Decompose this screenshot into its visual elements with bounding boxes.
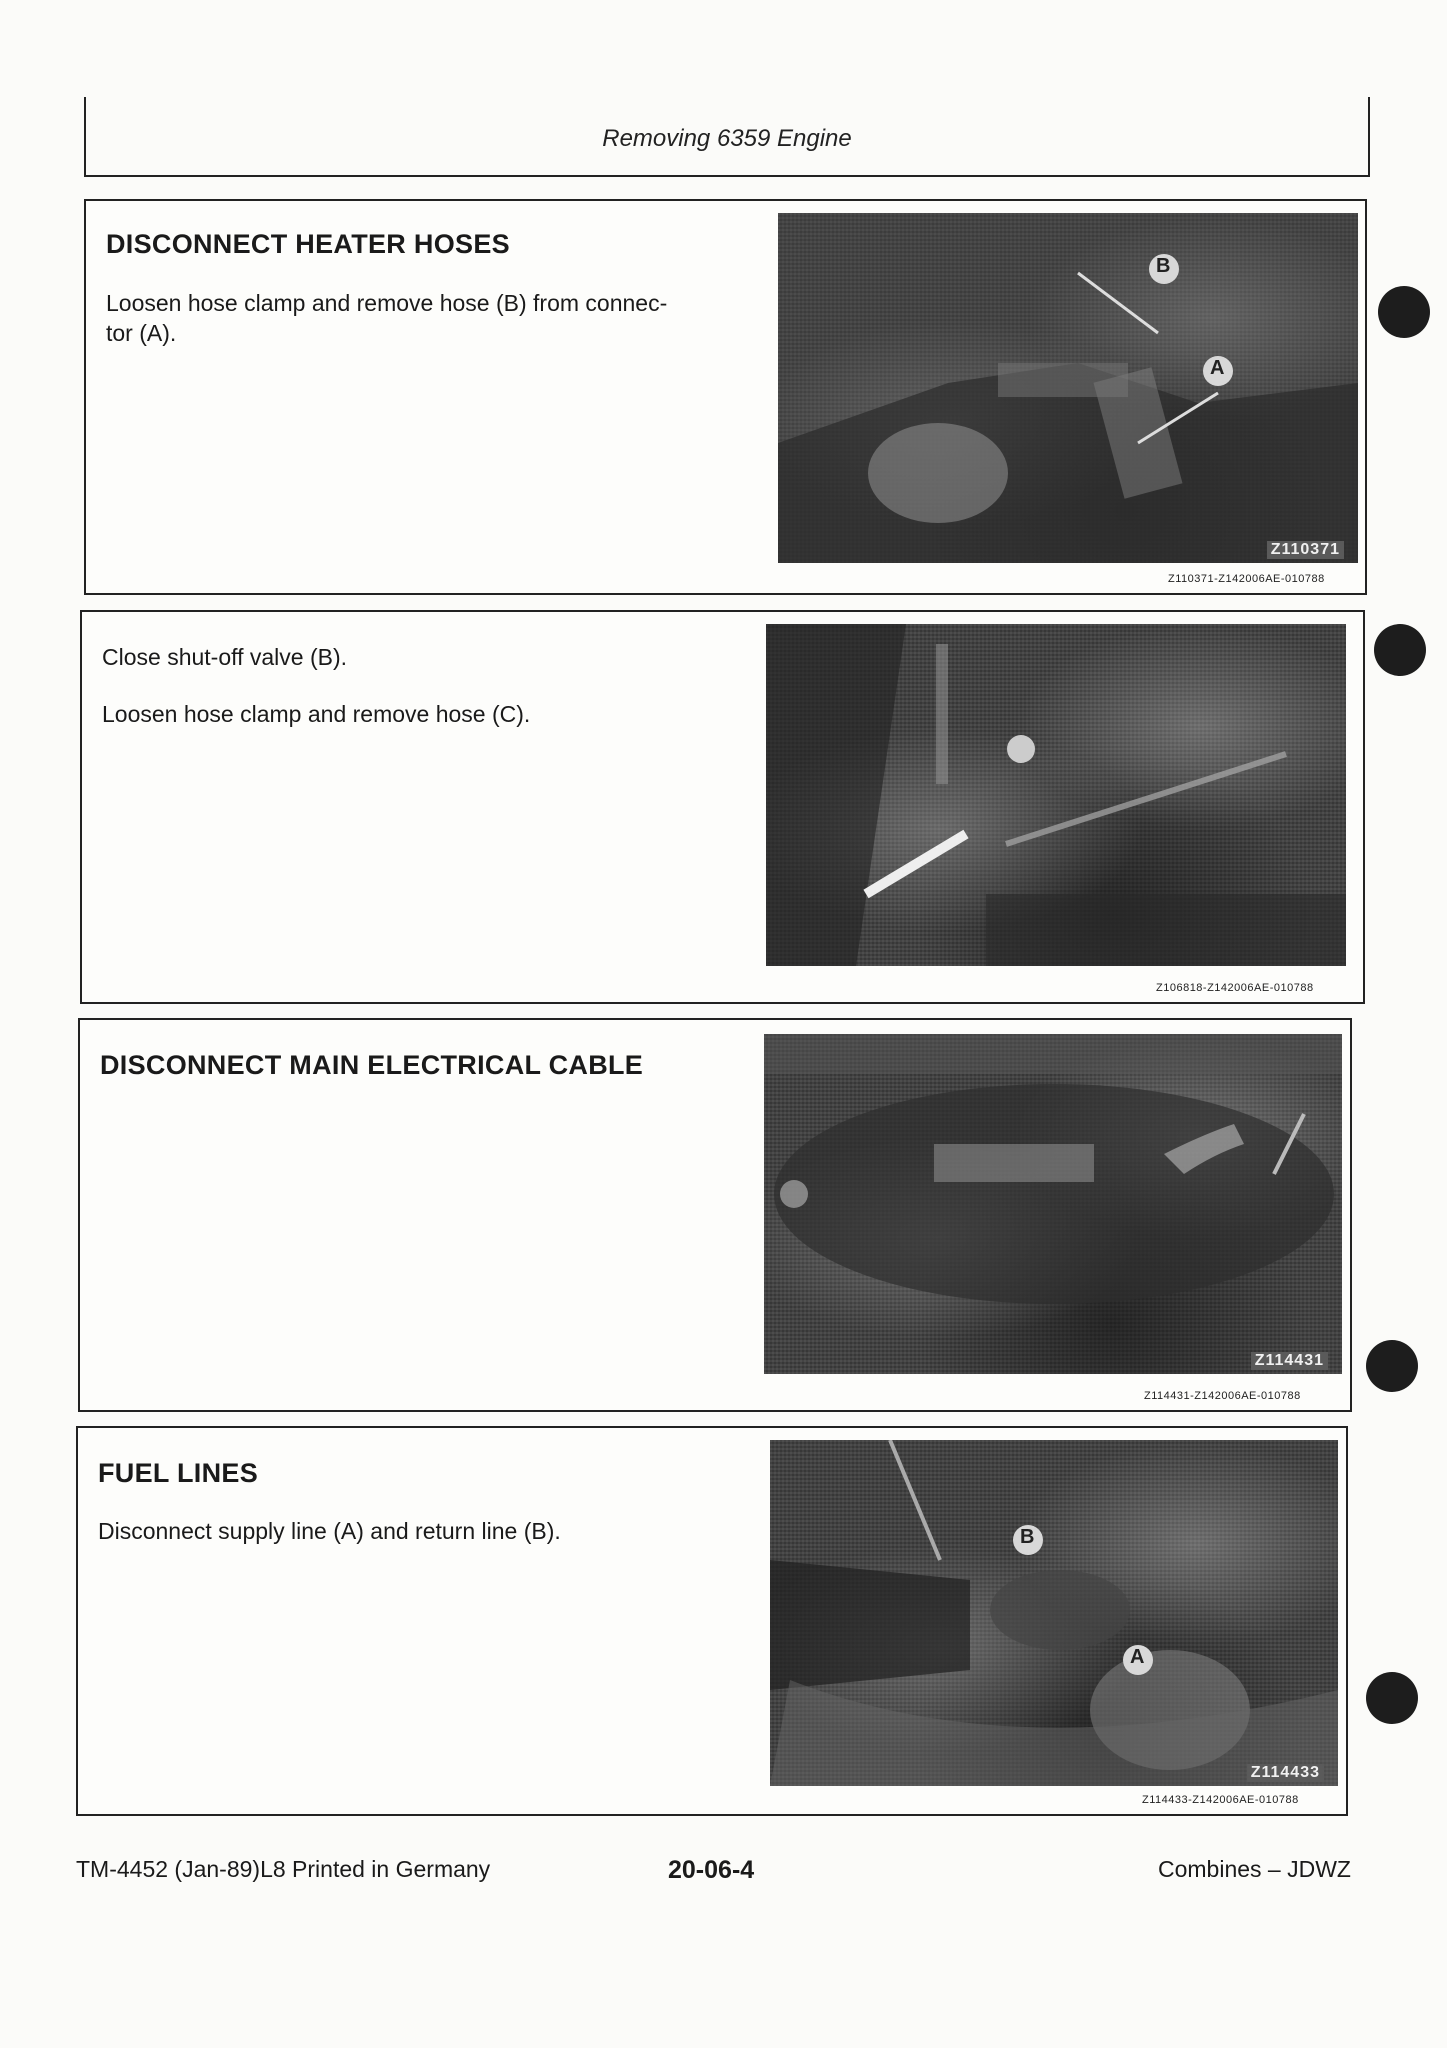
callout-a: A xyxy=(1210,357,1225,379)
section-heading: FUEL LINES xyxy=(98,1458,259,1488)
photo-code: Z110371 xyxy=(1267,541,1344,559)
instruction-line: tor (A). xyxy=(106,320,177,346)
section-heading: DISCONNECT HEATER HOSES xyxy=(106,229,510,259)
photo-caption: Z106818-Z142006AE-010788 xyxy=(1156,982,1314,994)
binder-hole xyxy=(1366,1340,1418,1392)
instruction-text xyxy=(106,288,706,348)
callout-b: B xyxy=(1020,1526,1035,1548)
instruction-text xyxy=(98,1516,698,1546)
callout-a: A xyxy=(1130,1646,1145,1668)
instruction-line: Close shut-off valve (B). xyxy=(102,644,348,670)
instruction-text xyxy=(102,642,702,729)
fuel-lines-photo xyxy=(770,1440,1338,1786)
binder-hole xyxy=(1374,624,1426,676)
photo-detail xyxy=(764,1034,1342,1374)
instruction-line: Loosen hose clamp and remove hose (B) from connec- xyxy=(106,290,668,316)
photo-code: Z114431 xyxy=(1251,1352,1328,1370)
photo-detail xyxy=(770,1440,1338,1786)
section-heading: DISCONNECT MAIN ELECTRICAL CABLE xyxy=(100,1050,644,1080)
heater-hose-photo xyxy=(778,213,1358,563)
binder-hole xyxy=(1378,286,1430,338)
section-shutoff-valve xyxy=(80,610,1365,1004)
callout-b: B xyxy=(1156,255,1171,277)
photo-code: Z114433 xyxy=(1247,1764,1324,1782)
footer-manual-id: TM-4452 (Jan-89)L8 Printed in Germany xyxy=(76,1856,491,1882)
section-fuel-lines xyxy=(76,1426,1348,1816)
instruction-line: Loosen hose clamp and remove hose (C). xyxy=(102,701,531,727)
shutoff-valve-photo xyxy=(766,624,1346,966)
main-cable-photo xyxy=(764,1034,1342,1374)
binder-hole xyxy=(1366,1672,1418,1724)
page-title: Removing 6359 Engine xyxy=(602,125,852,152)
footer-product: Combines – JDWZ xyxy=(1158,1856,1351,1882)
photo-caption: Z110371-Z142006AE-010788 xyxy=(1168,573,1325,585)
photo-caption: Z114431-Z142006AE-010788 xyxy=(1144,1390,1301,1402)
photo-detail xyxy=(778,213,1358,563)
footer-page-number: 20-06-4 xyxy=(668,1856,755,1884)
section-heater-hoses xyxy=(84,199,1367,595)
instruction-line: Disconnect supply line (A) and return line (B). xyxy=(98,1518,561,1544)
page-header xyxy=(84,97,1370,177)
section-main-cable xyxy=(78,1018,1352,1412)
photo-detail xyxy=(766,624,1346,966)
photo-caption: Z114433-Z142006AE-010788 xyxy=(1142,1794,1299,1806)
